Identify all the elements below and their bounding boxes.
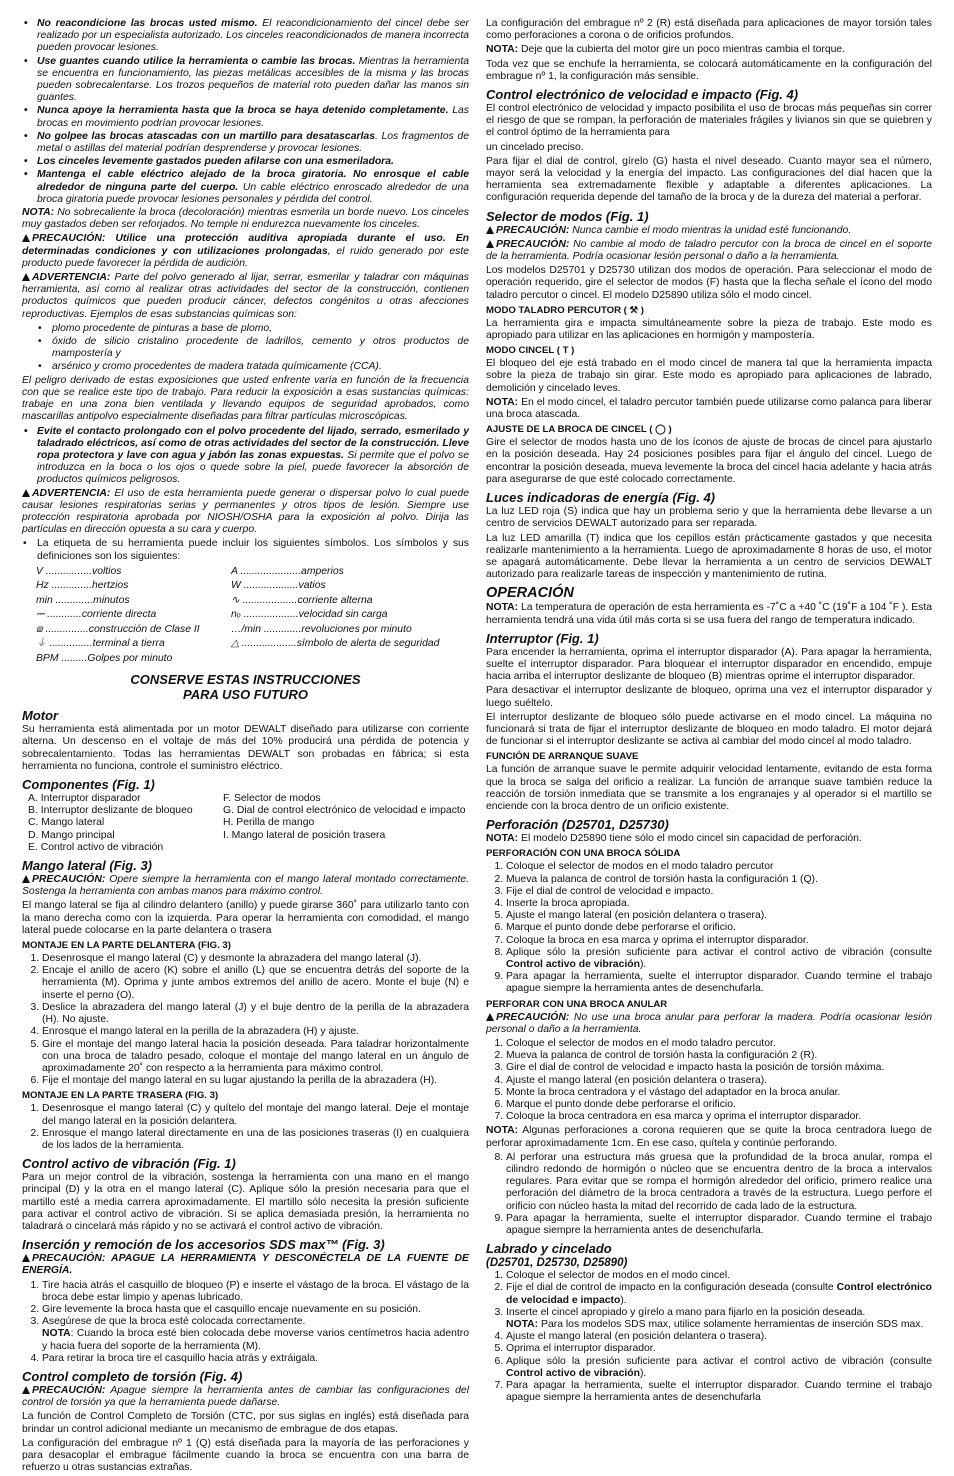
- subsection-heading: FUNCIÓN DE ARRANQUE SUAVE: [486, 751, 639, 763]
- component-item: D. Mango principal: [28, 829, 115, 841]
- list-item: 7. Coloque la broca en esa marca y oprima el interruptor disparador.: [506, 935, 932, 947]
- caution: PRECAUCIÓN: No cambie al modo de taladro percutor con la broca de cincel en el soporte de la herramienta. Podría ocasionar lesión personal o daño a la herramienta.: [486, 238, 932, 263]
- paragraph: Gire el selector de modos hasta uno de los íconos de ajuste de brocas de cincel para ajustarlo en la posición deseada. Hay 24 posiciones posibles para fijar el ángulo del cincel. Luego de encontrar la posición deseada, mueva levemente la broca del cincel hacia adelante y hacia atrás para asegurarse de que esté colocado correctamente.: [486, 437, 932, 485]
- solid-bit-steps: [486, 861, 932, 995]
- warning-icon: [22, 875, 30, 883]
- list-item: 2. Enrosque el mango lateral directamente en una de las posiciones traseras (I) en cualquiera de los lados de la herramienta.: [42, 1128, 469, 1152]
- paragraph: Para encender la herramienta, oprima el interruptor disparador (A). Para apagar la herramienta, suelte el interruptor disparador. Para bloquear el interruptor disparador en encendido, empuje hacia arriba el interruptor deslizante de bloqueo (B) mientras oprime el interruptor disparador.: [486, 646, 932, 683]
- paragraph: Toda vez que se enchufe la herramienta, se colocará automáticamente en la configuración del embrague nº 1, la configuración más sensible.: [486, 58, 932, 82]
- right-column: [486, 18, 932, 1406]
- motor-text: Su herramienta está alimentada por un motor DEWALT diseñado para utilizarse con corriente alterna. Un descenso en el voltaje de más del 10% producirá una pérdida de potencia y sobrecalentamiento. Todas las herramientas DEWALT son probadas en fábrica; si esta herramienta no funciona, controle el suministro eléctrico.: [22, 724, 469, 772]
- list-item: 7. Coloque la broca centradora en esa marca y oprima el interruptor disparador.: [506, 1111, 932, 1123]
- list-item: 8. Al perforar una estructura más gruesa que la profundidad de la broca anular, rompa el cilindro redondo de hormigón o núcleo que se encuentra dentro de la broca a intervalos regulares. Para evitar que se rompa el hormigón alrededor del orificio, primero realice una perforación del diámetro de la broca centradora a través de la estructura. Luego perfore el orificio con núcleo hasta la mitad del recorrido de cada lado de la estructura.: [506, 1152, 932, 1213]
- list-item: 3. Deslice la abrazadera del mango lateral (J) y el buje dentro de la perilla de la abrazadera (H). No ajuste.: [42, 1002, 469, 1026]
- chisel-steps: [486, 1270, 932, 1404]
- symbol-row: nₒ ...................velocidad sin carga: [231, 609, 388, 621]
- label-bullet: [22, 538, 469, 562]
- section-heading: Perforación (D25701, D25730): [486, 817, 669, 833]
- list-item: 6. Aplique sólo la presión suficiente para activar el control activo de vibración (consulte Control activo de vibración).: [506, 1356, 932, 1380]
- list-item: 4. Enrosque el mango lateral en la perilla de la abrazadera (H) y ajuste.: [42, 1026, 469, 1038]
- section-heading: Control completo de torsión (Fig. 4): [22, 1368, 243, 1384]
- ctc-text: La configuración del embrague nº 1 (Q) está diseñada para la mayoría de las perforaciones y para desacoplar el embrague fácilmente cuando la broca se encuentra con una barra de refuerzo u otras sustancias extrañas.: [22, 1437, 469, 1474]
- symbol-row: …/min .............revoluciones por minuto: [231, 623, 412, 635]
- front-steps: [22, 953, 469, 1087]
- symbol-row: △ ...................símbolo de alerta de seguridad: [231, 638, 440, 650]
- subsection-heading: MONTAJE EN LA PARTE DELANTERA (FIG. 3): [22, 940, 231, 952]
- list-item: • Mantenga el cable eléctrico alejado de la broca giratoria. No enrosque el cable alrededor de ninguna parte del cuerpo. Un cable eléctrico enroscado alrededor de una broca giratoria puede provocar lesiones personales y pérdida del control.: [37, 169, 469, 206]
- symbol-row: Hz ..............hertzios: [36, 580, 129, 592]
- list-item: 5. Ajuste el mango lateral (en posición delantera o trasera).: [506, 910, 932, 922]
- list-item: 2. Fije el dial de control de impacto en la configuración deseada (consulte Control electrónico de velocidad e impacto).: [506, 1282, 932, 1306]
- component-item: I. Mango lateral de posición trasera: [223, 829, 386, 841]
- component-item: G. Dial de control electrónico de velocidad e impacto: [223, 805, 466, 817]
- paragraph: Los modelos D25701 y D25730 utilizan dos modos de operación. Para seleccionar el modo de operación requerido, gire el selector de modos (F) hasta que la flecha señale el ícono del modo taladro percutor o cincel. El modelo D25890 utiliza sólo el modo cincel.: [486, 265, 932, 301]
- symbol-row: [231, 652, 469, 667]
- list-item: 4. Inserte la broca apropiada.: [506, 898, 932, 910]
- mango-text: El mango lateral se fija al cilindro delantero (anillo) y puede girarse 360˚ para utilizarlo tanto con la mano derecha como con la izquierda. Para operar la herramienta con comodidad, el mango lateral puede colocarse en la parte delantera o trasera: [22, 900, 469, 936]
- paragraph: El bloqueo del eje está trabado en el modo cincel de manera tal que la herramienta impacta sobre la pieza de trabajo sin girar. Este modo es apropiado para aplicaciones de labrado, demolición y cincelado leves.: [486, 358, 932, 394]
- section-heading: Control activo de vibración (Fig. 1): [22, 1156, 236, 1172]
- conserve-heading: CONSERVE ESTAS INSTRUCCIONES PARA USO FUTURO: [130, 672, 361, 703]
- component-item: H. Perilla de mango: [223, 817, 315, 829]
- note: NOTA: El modelo D25890 tiene sólo el modo cincel sin capacidad de perforación.: [486, 833, 862, 845]
- list-item: • No reacondicione las brocas usted mismo. El reacondicionamiento del cincel debe ser realizado por un especialista autorizado. Los cinceles reacondicionados de manera incorrecta pueden provocar lesiones.: [37, 18, 469, 55]
- components-list: [28, 793, 469, 854]
- list-item: • Los cinceles levemente gastados pueden afilarse con una esmeriladora.: [37, 156, 469, 168]
- paragraph: El control electrónico de velocidad y impacto posibilita el uso de brocas más pequeñas sin correr el riesgo de que se rompan, la perforación de materiales frágiles y livianos sin que se quiebren y el control óptimo de la herramienta para: [486, 103, 932, 139]
- list-item: 1. Coloque el selector de modos en el modo taladro percutor.: [506, 1038, 932, 1050]
- symbol-row: min .............minutos: [36, 594, 130, 606]
- note: NOTA: Deje que la cubierta del motor gire un poco mientras cambia el torque.: [486, 44, 846, 56]
- caution: PRECAUCIÓN: Apague siempre la herramienta antes de cambiar las configuraciones del control de torsión ya que la herramienta puede dañarse.: [22, 1384, 469, 1409]
- list-item: 1. Desenrosque el mango lateral (C) y desmonte la abrazadera del mango lateral (J).: [42, 953, 469, 965]
- section-subheading: (D25701, D25730, D25890): [486, 1257, 628, 1270]
- list-item: • plomo procedente de pinturas a base de plomo,: [52, 323, 469, 335]
- warning-icon: [486, 226, 494, 234]
- subsection-heading: MODO TALADRO PERCUTOR ( ⚒ ): [486, 304, 645, 316]
- subsection-heading: MODO CINCEL ( T ): [486, 345, 575, 357]
- list-item: 4. Para retirar la broca tire el casquillo hacia atrás y extráigala.: [42, 1353, 469, 1365]
- component-item: B. Interruptor deslizante de bloqueo: [28, 805, 193, 817]
- safety-bullets: [22, 18, 469, 206]
- list-item: 1. Coloque el selector de modos en el modo taladro percutor: [506, 861, 932, 873]
- list-item: 3. Inserte el cincel apropiado y gírelo a mano para fijarlo en la posición deseada. NOTA: Para los modelos SDS max, utilice solamente herramientas de inserción SDS max.: [506, 1307, 932, 1331]
- caution: PRECAUCIÓN: Nunca cambie el modo mientras la unidad esté funcionando.: [486, 225, 932, 237]
- list-item: 6. Marque el punto donde debe perforarse el orificio.: [506, 1099, 932, 1111]
- component-item: [223, 842, 469, 854]
- paragraph: Para desactivar el interruptor deslizante de bloqueo, oprima una vez el interruptor disparador y luego suéltelo.: [486, 685, 932, 709]
- subsection-heading: PERFORACIÓN CON UNA BROCA SÓLIDA: [486, 848, 681, 860]
- warning: ADVERTENCIA: Parte del polvo generado al lijar, serrar, esmerilar y taladrar con máquinas herramienta, así como al realizar otras actividades del sector de la construcción, contienen productos químicos que pueden producir cáncer, defectos congénitos u otras afecciones reproductivas. Ejemplos de esas substancias químicas son:: [22, 272, 469, 320]
- list-item: • óxido de silicio cristalino procedente de ladrillos, cemento y otros productos de mampostería y: [52, 336, 469, 360]
- list-item: 9. Para apagar la herramienta, suelte el interruptor disparador. Cuando termine el trabajo apague siempre la herramienta antes de desenchufarla.: [506, 971, 932, 995]
- list-item: 3. Fije el dial de control de velocidad e impacto.: [506, 886, 932, 898]
- warning-icon: [22, 1386, 30, 1394]
- note: NOTA: En el modo cincel, el taladro percutor también puede utilizarse como palanca para liberar una broca atascada.: [486, 396, 932, 421]
- sds-steps: [22, 1280, 469, 1365]
- symbol-row: A .....................amperios: [231, 565, 344, 577]
- list-item: 2. Mueva la palanca de control de torsión hasta la configuración 2 (R).: [506, 1050, 932, 1062]
- paragraph: La luz LED roja (S) indica que hay un problema serio y que la herramienta debe llevarse a un centro de servicios DEWALT autorizado para ser reparada.: [486, 506, 932, 530]
- component-item: F. Selector de modos: [223, 793, 321, 805]
- paragraph: Para fijar el dial de control, gírelo (G) hasta el nivel deseado. Cuanto mayor sea el número, mayor será la velocidad y la energía del impacto. Las configuraciones del dial hacen que la herramienta sea extremadamente flexible y adaptable a diferentes aplicaciones. La configuración requerida depende del tamaño de la broca y de la dureza del material a perforar.: [486, 155, 932, 204]
- component-item: A. Interruptor disparador: [28, 793, 141, 805]
- note: NOTA: La temperatura de operación de esta herramienta es -7˚C a +40 ˚C (19˚F a 104 ˚F ). Esta herramienta tendrá una vida útil más corta si se usa fuera del rango de temperatura indicado.: [486, 602, 932, 626]
- section-heading: Control electrónico de velocidad e impacto (Fig. 4): [486, 87, 799, 103]
- list-item: • No golpee las brocas atascadas con un martillo para desatascarlas. Los fragmentos de metal o astillas del material podrían desprenderse y provocar lesiones.: [37, 131, 469, 155]
- subsection-heading: AJUSTE DE LA BROCA DE CINCEL ( ◯ ): [486, 424, 672, 436]
- list-item: 4. Ajuste el mango lateral (en posición delantera o trasera).: [506, 1331, 932, 1343]
- warning-icon: [22, 273, 30, 281]
- paragraph: La herramienta gira e impacta simultáneamente sobre la pieza de trabajo. Este modo es apropiado para utilizar en las aplicaciones en hormigón y mampostería.: [486, 317, 932, 342]
- list-item: • La etiqueta de su herramienta puede incluir los siguientes símbolos. Los símbolos y sus definiciones son los siguientes:: [37, 538, 469, 562]
- section-heading: OPERACIÓN: [486, 585, 574, 602]
- paragraph: La luz LED amarilla (T) indica que los cepillos están prácticamente gastados y que necesita realizarle mantenimiento a la herramienta. Luego de aproximadamente 8 horas de uso, el motor se apagará automáticamente. Debe llevar la herramienta a un centro de servicios DEWALT autorizado para realizarle tareas de inspección y mantenimiento de rutina.: [486, 532, 932, 581]
- caution: PRECAUCIÓN: Utilice una protección auditiva apropiada durante el uso. En determinadas condiciones y con utilizaciones prolongadas, el ruido generado por este producto puede favorecer la pérdida de audición.: [22, 233, 469, 269]
- paragraph: El interruptor deslizante de bloqueo sólo puede activarse en el modo cincel. La máquina no funcionará si trata de fijar el interruptor deslizante de bloqueo en modo taladro. El motor dejará de funcionar si el interruptor deslizante se activa al cambiar del modo cincel al modo taladro.: [486, 711, 932, 748]
- vibration-text: Para un mejor control de la vibración, sostenga la herramienta con una mano en el mango principal (D) y la otra en el mango lateral (C). Aplique sólo la presión necesaria para que el martillo esté a media carrera aproximadamente. El martillo sólo necesita la presión suficiente para activar el control activo de vibración. Si se aplica demasiada presión, la herramienta no taladrará o cincelará más rápido y no se activará el control activo de vibración.: [22, 1172, 469, 1232]
- section-heading: Motor: [22, 708, 59, 724]
- caution: PRECAUCIÓN: No use una broca anular para perforar la madera. Podría ocasionar lesión personal o daño a la herramienta.: [486, 1011, 932, 1035]
- caution: PRECAUCIÓN: Opere siempre la herramienta con el mango lateral montado correctamente. Sostenga la herramienta con ambas manos para máximo control.: [22, 874, 469, 898]
- paragraph: un cincelado preciso.: [486, 141, 584, 153]
- section-heading: Componentes (Fig. 1): [22, 777, 155, 793]
- warning: ADVERTENCIA: El uso de esta herramienta puede generar o dispersar polvo lo cual puede causar lesiones respiratorias serias y permanentes y otros tipos de lesión. Siempre use protección respiratoria aprobada por NIOSH/OSHA para la exposición al polvo. Dirija las partículas en dirección opuesta a su cara y cuerpo.: [22, 487, 469, 536]
- symbol-row: ∿ ...................corriente alterna: [231, 594, 373, 606]
- symbol-row: V ................voltios: [36, 565, 122, 577]
- section-heading: Selector de modos (Fig. 1): [486, 208, 649, 224]
- core-bit-steps: [486, 1038, 932, 1123]
- section-heading: Labrado y cincelado: [486, 1241, 612, 1257]
- paragraph: La configuración del embrague nº 2 (R) está diseñada para aplicaciones de mayor torsión tales como perforaciones a corona o de orificios profundos.: [486, 18, 932, 42]
- list-item: 5. Oprima el interruptor disparador.: [506, 1343, 932, 1355]
- warning-icon: [22, 489, 30, 497]
- list-item: 8. Aplique sólo la presión suficiente para activar el control activo de vibración (consulte Control activo de vibración).: [506, 947, 932, 971]
- symbol-row: ⧈ ...............construcción de Clase II: [36, 623, 200, 635]
- list-item: 2. Mueva la palanca de control de torsión hasta la configuración 1 (Q).: [506, 874, 932, 886]
- warning-icon: [486, 1013, 494, 1021]
- list-item: 1. Tire hacia atrás el casquillo de bloqueo (P) e inserte el vástago de la broca. El vástago de la broca debe estar limpio y apenas lubricado.: [42, 1280, 469, 1304]
- subsection-heading: PERFORAR CON UNA BROCA ANULAR: [486, 998, 668, 1010]
- subsection-heading: MONTAJE EN LA PARTE TRASERA (FIG. 3): [22, 1090, 219, 1102]
- list-item: 6. Fije el montaje del mango lateral en su lugar ajustando la perilla de la abrazadera (H).: [42, 1075, 469, 1087]
- section-heading: Interruptor (Fig. 1): [486, 630, 599, 646]
- warning-icon: [22, 1254, 30, 1262]
- list-item: • arsénico y cromo procedentes de madera tratada químicamente (CCA).: [52, 361, 469, 373]
- list-item: • Evite el contacto prolongado con el polvo procedente del lijado, serrado, esmerilado y taladrado eléctricos, así como de otras actividades del sector de la construcción. Lleve ropa protectora y lave con agua y jabón las zonas expuestas. Si permite que el polvo se introduzca en la boca o los ojos o quede sobre la piel, puede favorecer la absorción de productos químicos peligrosos.: [37, 426, 469, 487]
- ctc-text: La función de Control Completo de Torsión (CTC, por sus siglas en inglés) está diseñada para brindar un control adicional mediante un mecanismo de embrague de dos etapas.: [22, 1411, 469, 1435]
- symbol-row: ⏚ ...............terminal a tierra: [36, 638, 165, 650]
- caution: PRECAUCIÓN: APAGUE LA HERRAMIENTA Y DESCONÉCTELA DE LA FUENTE DE ENERGÍA.: [22, 1253, 469, 1277]
- section-heading: Inserción y remoción de los accesorios SDS max™ (Fig. 3): [22, 1237, 385, 1253]
- rear-steps: [22, 1103, 469, 1152]
- list-item: 5. Gire el montaje del mango lateral hacia la posición deseada. Para taladrar horizontalmente con una broca de taladro pesado, coloque el montaje del mango lateral en un ángulo de aproximadamente 20˚ con respecto a la herramienta para máximo control.: [42, 1039, 469, 1076]
- list-item: 2. Encaje el anillo de acero (K) sobre el anillo (L) que se encuentra detrás del soporte de la herramienta (M). Oprima y junte ambos extremos del anillo de acero. Monte el buje (N) e inserte el perno (O).: [42, 965, 469, 1002]
- chemicals-list: [22, 323, 469, 374]
- list-item: 3. Gire el dial de control de velocidad e impacto hasta la posición de torsión máxima.: [506, 1062, 932, 1074]
- note: NOTA: No sobrecaliente la broca (decoloración) mientras esmerila un borde nuevo. Los cinceles muy gastados deben ser reforjados. No temple ni endurezca nuevamente los cinceles.: [22, 207, 469, 231]
- symbol-row: ⎓ ............corriente directa: [36, 609, 157, 621]
- list-item: 1. Desenrosque el mango lateral (C) y quítelo del montaje del mango lateral. Deje el montaje del mango lateral en la posición delantera.: [42, 1103, 469, 1127]
- list-item: • Use guantes cuando utilice la herramienta o cambie las brocas. Mientras la herramienta se encuentra en funcionamiento, las piezas metálicas accesibles de la misma y las brocas pueden sobrecalentarse. Los trozos pequeños de material roto pueden dañar las manos sin guantes.: [37, 56, 469, 105]
- warning-icon: [22, 234, 30, 242]
- warning-icon: [486, 240, 494, 248]
- list-item: 7. Para apagar la herramienta, suelte el interruptor disparador. Cuando termine el trabajo apague siempre la herramienta antes de desenchufarla: [506, 1380, 932, 1404]
- list-item: 5. Monte la broca centradora y el vástago del adaptador en la broca anular.: [506, 1087, 932, 1099]
- list-item: • Nunca apoye la herramienta hasta que la broca se haya detenido completamente. Las brocas en movimiento podrían provocar lesiones.: [37, 105, 469, 129]
- list-item: 3. Asegúrese de que la broca esté colocada correctamente. NOTA: Cuando la broca esté bien colocada debe moverse varios centímetros hacia adentro y hacia fuera del soporte de la herramienta (M).: [42, 1316, 469, 1353]
- risk-text: El peligro derivado de estas exposiciones que usted enfrente varía en función de la frecuencia con que se realice este tipo de trabajo. Para reducir la exposición a esas sustancias químicas: trabaje en una zona bien ventilada y llevando equipos de seguridad aprobados, como mascarillas antipolvo especialmente diseñadas para filtrar partículas microscópicas.: [22, 374, 469, 423]
- component-item: C. Mango lateral: [28, 817, 105, 829]
- section-heading: Luces indicadoras de energía (Fig. 4): [486, 490, 716, 506]
- symbol-row: W ...................vatios: [231, 580, 326, 592]
- core-bit-steps-cont: [486, 1152, 932, 1237]
- list-item: 4. Ajuste el mango lateral (en posición delantera o trasera).: [506, 1075, 932, 1087]
- list-item: 6. Marque el punto donde debe perforarse el orificio.: [506, 922, 932, 934]
- symbol-row: BPM .........Golpes por minuto: [36, 652, 173, 664]
- paragraph: La función de arranque suave le permite adquirir velocidad lentamente, evitando de esta forma que la broca se salga del orificio a realizar. La función de arranque suave también reduce la reacción de torsión inmediata que se transmite a los engranajes y al operador si el martillo se enciende con la broca dentro de un orificio existente.: [486, 764, 932, 812]
- list-item: 2. Gire levemente la broca hasta que el casquillo encaje nuevamente en su posición.: [42, 1304, 469, 1316]
- left-column: [22, 18, 469, 1476]
- list-item: 1. Coloque el selector de modos en el modo cincel.: [506, 1270, 932, 1282]
- component-item: E. Control activo de vibración: [28, 841, 164, 853]
- avoid-bullet: [22, 426, 469, 487]
- list-item: 9. Para apagar la herramienta, suelte el interruptor disparador. Cuando termine el trabajo apague siempre la herramienta antes de desenchufarla.: [506, 1213, 932, 1237]
- note: NOTA: Algunas perforaciones a corona requieren que se quite la broca centradora luego de perforar aproximadamente 1cm. En ese caso, quítela y continúe perforando.: [486, 1125, 932, 1149]
- symbols-table: [36, 565, 469, 667]
- section-heading: Mango lateral (Fig. 3): [22, 858, 153, 874]
